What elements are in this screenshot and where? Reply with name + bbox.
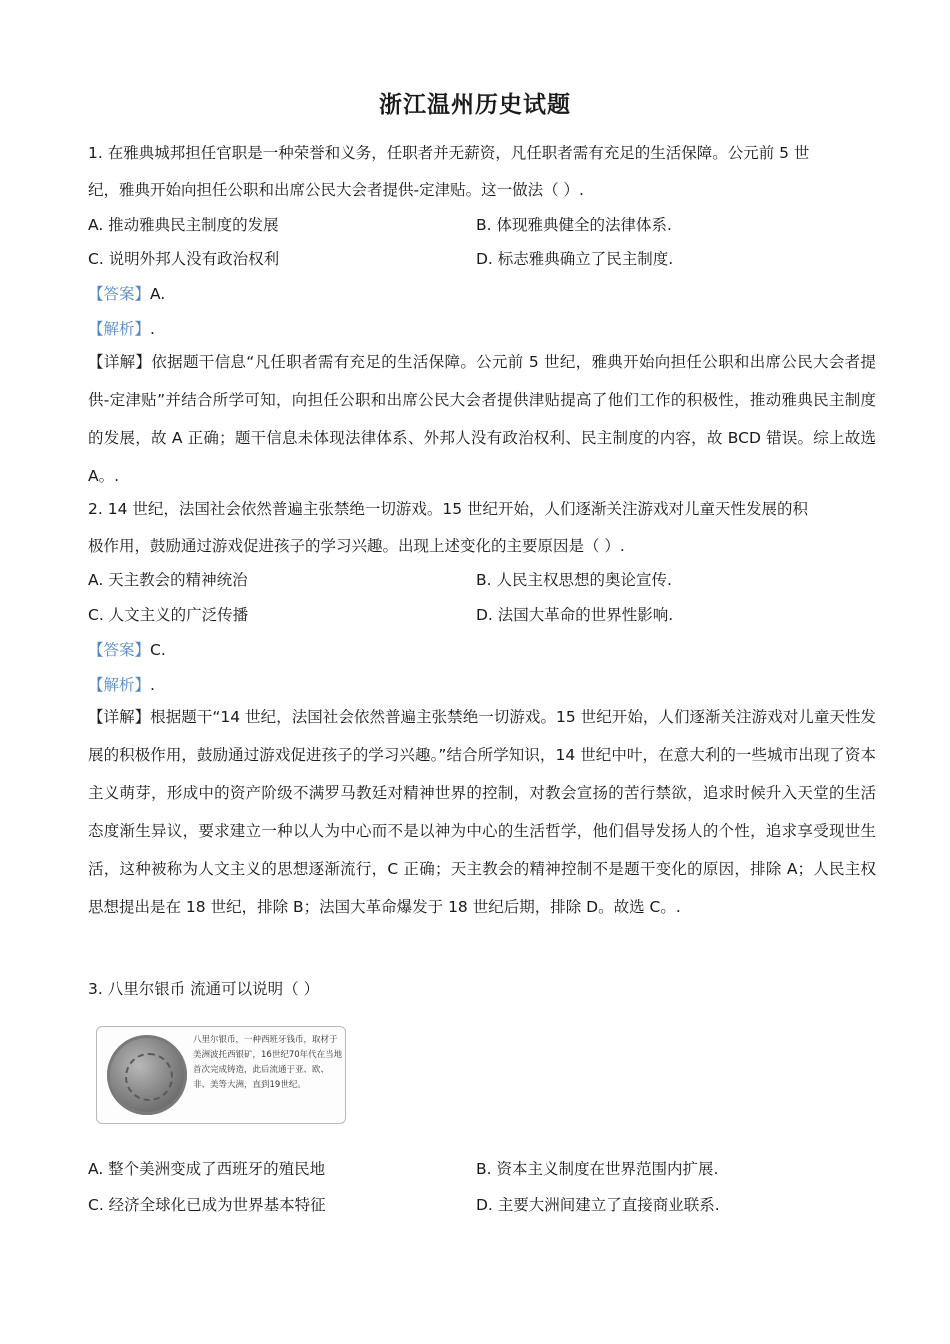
figure-caption: 八里尔银币，一种西班牙钱币，取材于美洲波托西银矿，16世纪70年代在当地首次完成铸造，此后流通于亚、欧、非、美等大洲，直到19世纪。	[193, 1035, 343, 1090]
q1-option-b: B. 体现雅典健全的法律体系.	[476, 216, 672, 234]
q3-option-a: A. 整个美洲变成了西班牙的殖民地	[88, 1160, 326, 1178]
silver-coin-figure	[90, 1026, 350, 1130]
q3-option-d: D. 主要大洲间建立了直接商业联系.	[476, 1196, 720, 1214]
q1-option-a: A. 推动雅典民主制度的发展	[88, 216, 279, 234]
q2-option-a: A. 天主教会的精神统治	[88, 571, 248, 589]
q1-option-d: D. 标志雅典确立了民主制度.	[476, 250, 674, 268]
answer-tag: 【答案】	[88, 285, 151, 303]
analysis-rest: .	[150, 320, 155, 338]
analysis-rest: .	[150, 676, 155, 694]
q2-detail: 【详解】根据题干“14 世纪，法国社会依然普遍主张禁绝一切游戏。15 世纪开始，人们逐渐关注游戏对儿童天性发展的积极作用，鼓励通过游戏促进孩子的学习兴趣。”结合所学知识，14 世纪中叶，在意大利的一些城市出现了资本主义萌芽，形成中的资产阶级不满罗马教廷对精神世界的控制，对教会宣扬的苦行禁欲，追求时候升入天堂的生活态度渐生异议，要求建立一种以人为中心而不是以神为中心的生活哲学，他们倡导发扬人的个性，追求享受现世生活，这种被称为人文主义的思想逐渐流行，C 正确；天主教会的精神控制不是题干变化的原因，排除 A；人民主权思想提出是在 18 世纪，排除 B；法国大革命爆发于 18 世纪后期，排除 D。故选 C。.	[88, 708, 876, 916]
analysis-tag: 【解析】	[88, 320, 151, 338]
figure-frame	[96, 1026, 346, 1124]
answer-tag: 【答案】	[88, 641, 151, 659]
q1-analysis	[88, 319, 878, 339]
answer-value: A.	[150, 285, 166, 303]
q2-answer	[88, 640, 878, 660]
q1-answer	[88, 284, 878, 304]
q1-option-c: C. 说明外邦人没有政治权利	[88, 250, 280, 268]
q2-option-c: C. 人文主义的广泛传播	[88, 606, 249, 624]
q1-detail: 【详解】依据题干信息“凡任职者需有充足的生活保障。公元前 5 世纪，雅典开始向担任公职和出席公民大会者提供-定津贴”并结合所学可知，向担任公职和出席公民大会者提供津贴提高了他们工作的积极性，推动雅典民主制度的发展，故 A 正确；题干信息未体现法律体系、外邦人没有政治权利、民主制度的内容，故 BCD 错误。综上故选 A。.	[88, 353, 876, 485]
q2-option-b: B. 人民主权思想的奥论宣传.	[476, 571, 672, 589]
q1-stem-line-2: 纪，雅典开始向担任公职和出席公民大会者提供-定津贴。这一做法（ ）.	[88, 181, 584, 199]
q3-option-c: C. 经济全球化已成为世界基本特征	[88, 1196, 326, 1214]
q2-stem-line-1: 2. 14 世纪，法国社会依然普遍主张禁绝一切游戏。15 世纪开始，人们逐渐关注游戏对儿童天性发展的积	[88, 500, 809, 518]
q1-stem-line-1: 1. 在雅典城邦担任官职是一种荣誉和义务，任职者并无薪资，凡任职者需有充足的生活保障。公元前 5 世	[88, 144, 810, 162]
q2-stem-line-2: 极作用，鼓励通过游戏促进孩子的学习兴趣。出现上述变化的主要原因是（ ）.	[88, 537, 625, 555]
q2-analysis	[88, 675, 878, 695]
coin-image	[107, 1035, 187, 1115]
page-title: 浙江温州历史试题	[379, 91, 571, 118]
q3-stem: 3. 八里尔银币 流通可以说明（ ）	[88, 980, 320, 998]
q2-option-d: D. 法国大革命的世界性影响.	[476, 606, 674, 624]
q3-option-b: B. 资本主义制度在世界范围内扩展.	[476, 1160, 719, 1178]
answer-value: C.	[150, 641, 166, 659]
analysis-tag: 【解析】	[88, 676, 151, 694]
